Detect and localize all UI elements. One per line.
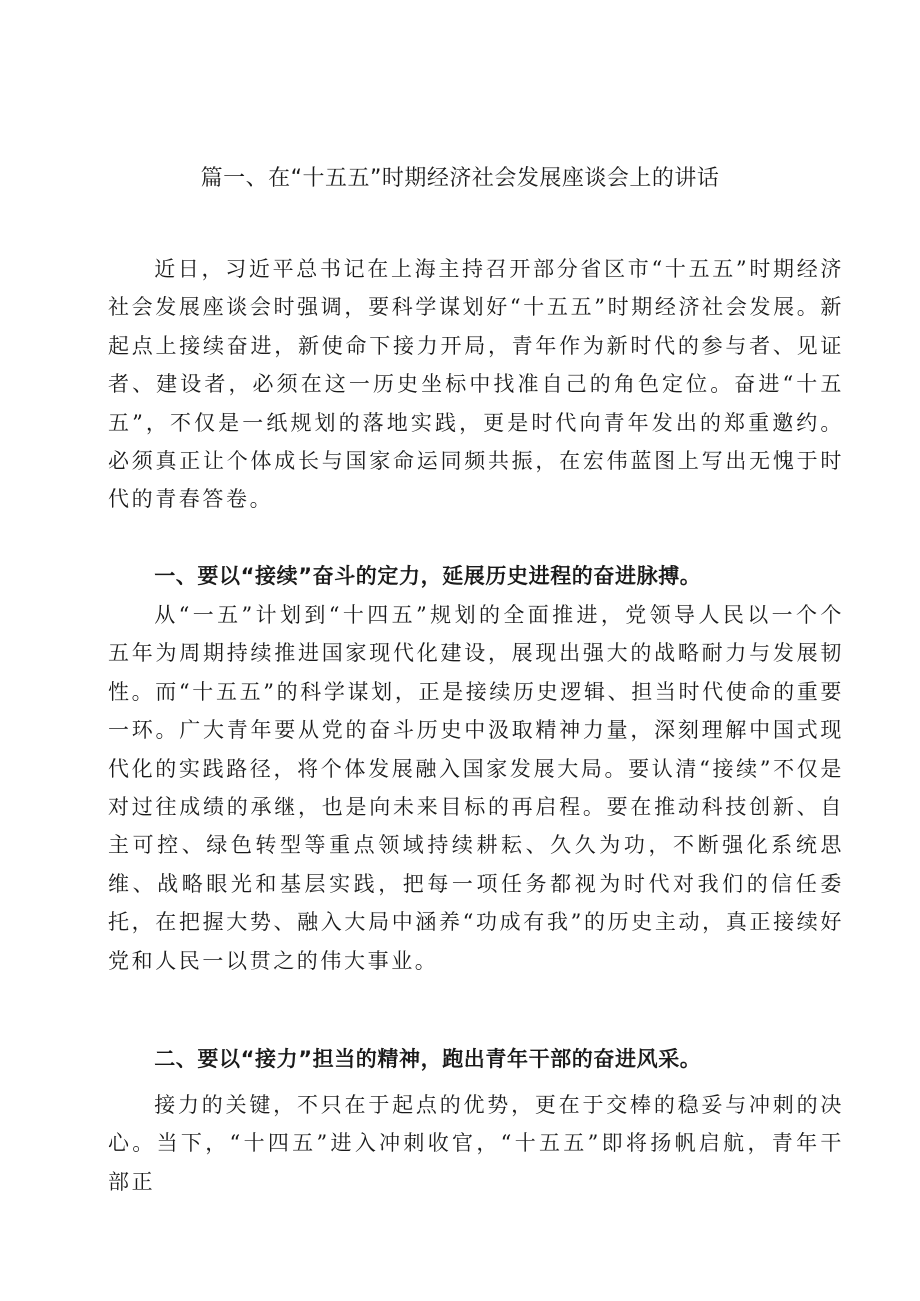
intro-paragraph: 近日，习近平总书记在上海主持召开部分省区市“十五五”时期经济社会发展座谈会时强调，要科学谋划好“十五五”时期经济社会发展。新起点上接续奋进，新使命下接力开局，青年作为新时代的参与者、见证者、建设者，必须在这一历史坐标中找准自己的角色定位。奋进“十五五”，不仅是一纸规划的落地实践，更是时代向青年发出的郑重邀约。必须真正让个体成长与国家命运同频共振，在宏伟蓝图上写出无愧于时代的青春答卷。 [108, 257, 844, 512]
section-1-paragraph: 从“一五”计划到“十四五”规划的全面推进，党领导人民以一个个五年为周期持续推进国家现代化建设，展现出强大的战略耐力与发展韧性。而“十五五”的科学谋划，正是接续历史逻辑、担当时代使命的重要一环。广大青年要从党的奋斗历史中汲取精神力量，深刻理解中国式现代化的实践路径，将个体发展融入国家发展大局。要认清“接续”不仅是对过往成绩的承继，也是向未来目标的再启程。要在推动科技创新、自主可控、绿色转型等重点领域持续耕耘、久久为功，不断强化系统思维、战略眼光和基层实践，把每一项任务都视为时代对我们的信任委托，在把握大势、融入大局中涵养“功成有我”的历史主动，真正接续好党和人民一以贯之的伟大事业。 [108, 603, 844, 973]
document-title: 篇一、在“十五五”时期经济社会发展座谈会上的讲话 [200, 166, 720, 191]
section-2-paragraph: 接力的关键，不只在于起点的优势，更在于交棒的稳妥与冲刺的决心。当下，“十四五”进入冲刺收官，“十五五”即将扬帆启航，青年干部正 [108, 1093, 844, 1194]
section-heading-1: 一、要以“接续”奋斗的定力，延展历史进程的奋进脉搏。 [154, 564, 702, 588]
section-heading-2: 二、要以“接力”担当的精神，跑出青年干部的奋进风采。 [154, 1047, 702, 1071]
